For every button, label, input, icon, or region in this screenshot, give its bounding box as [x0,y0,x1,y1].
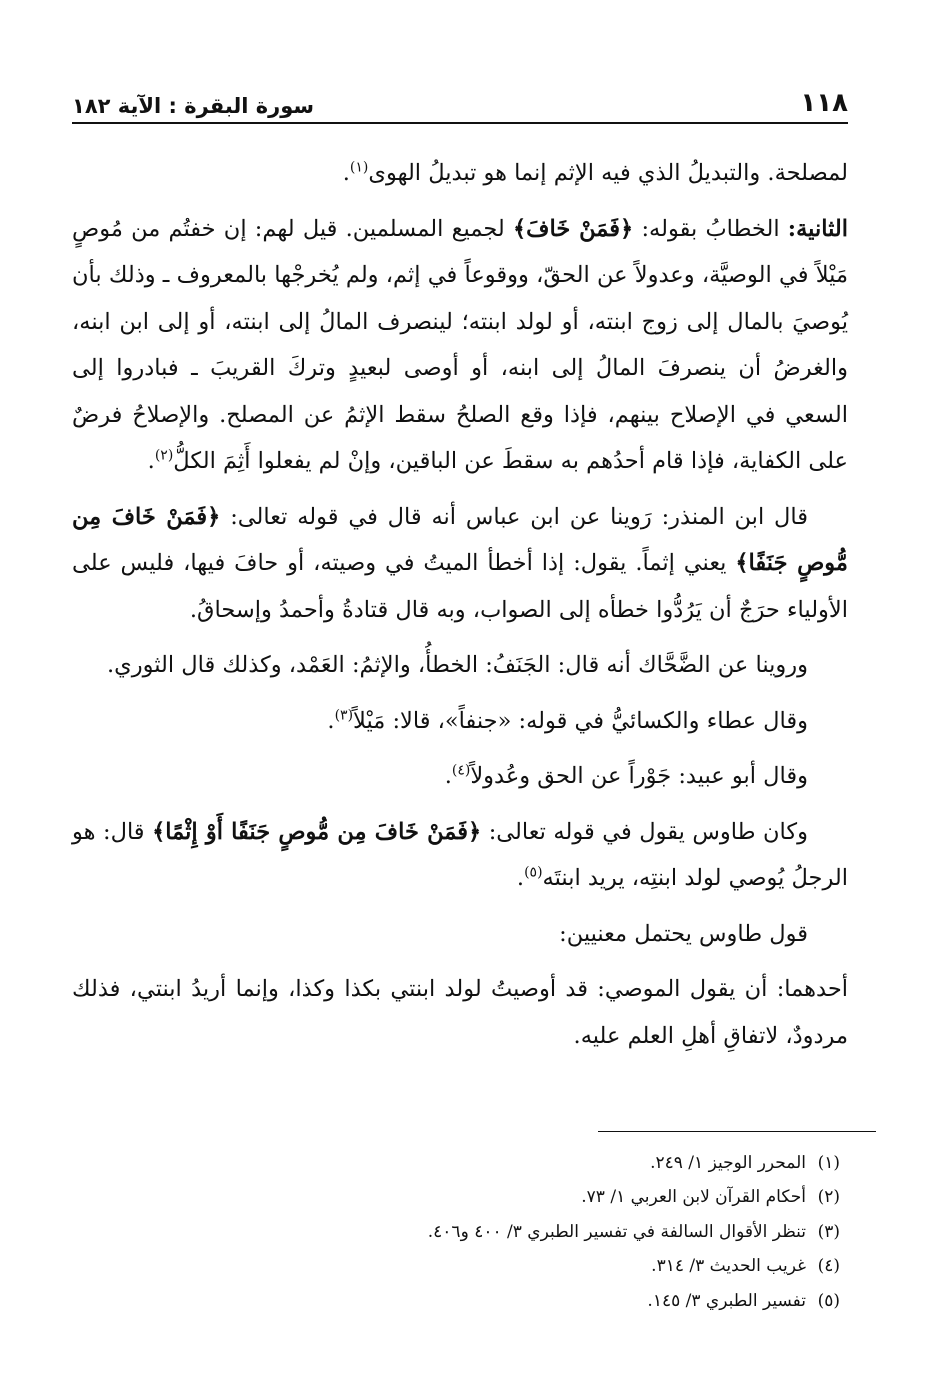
footnote-number: (٣) [817,1221,840,1242]
page-number: ١١٨ [800,88,848,118]
quran-verse-1: ﴿فَمَنْ خَافَ﴾ [512,215,634,242]
footnote-text: تفسير الطبري ٣/ ١٤٥. [647,1290,806,1311]
paragraph-5-text: وقال عطاء والكسائيُّ في قوله: «جنفاً»، قالا: مَيْلاً [353,707,808,734]
paragraph-4: وروينا عن الضَّحَّاك أنه قال: الجَنَفُ: الخطأُ، والإثمُ: العَمْد، وكذلك قال الثوري. [106,652,808,678]
footnote-item [72,1146,840,1180]
paragraph-5 [72,698,848,745]
footnote-number: (٥) [817,1290,840,1311]
footnote-item [72,1284,840,1318]
paragraph-6 [72,753,848,800]
main-text [72,150,848,1068]
paragraph-2-lead: الثانية: [787,215,848,242]
footnote-number: (١) [817,1153,840,1173]
quran-verse-3: ﴿فَمَنْ خَافَ مِن مُّوصٍ جَنَفًا أَوْ إِثْمًا﴾ [152,818,482,845]
footnote-item [72,1180,840,1214]
footnote-ref-5: (٥) [524,864,543,881]
paragraph-2-end: . [147,448,155,474]
page-header [72,78,848,118]
footnote-number: (٢) [817,1187,840,1208]
paragraph-2-text-b: لجميع المسلمين. قيل لهم: إن خفتُم من مُوصٍ مَيْلاً في الوصيَّة، وعدولاً عن الحقّ، ووقوعاً في إثم، ولم يُخرجْها بالمعروف ـ وذلك بأن يُوصيَ بالمال إلى زوج ابنته، أو لولد ابنته؛ لينصرف المالُ إلى ابنته، أو إلى ابن ابنه، والغرضُ أن ينصرفَ المالُ إلى ابنه، أو أوصى لبعيدٍ وتركَ القريبَ ـ فبادروا إلى السعي في الإصلاح بينهم، فإذا وقع الصلحُ سقط الإثمُ عن المصلح. والإصلاحُ فرضٌ على الكفاية، فإذا قام أحدُهم به سقطَ عن الباقين، وإنْ لم يفعلوا أَثِمَ الكلُّ [72,215,848,474]
paragraph-5-end: . [327,707,335,734]
paragraph-9: أحدهما: أن يقول الموصي: قد أوصيتُ لولد ابنتي بكذا وكذا، وإنما أريدُ ابنتي، فذلك مردودٌ، لاتفاقِ أهلِ العلم عليه. [72,976,848,1049]
footnote-text: غريب الحديث ٣/ ٣١٤. [651,1256,806,1277]
paragraph-7-end: . [516,865,525,891]
footnote-ref-4: (٤) [451,762,471,779]
header-rule [72,122,848,124]
footnote-item [72,1249,840,1283]
footnote-ref-2: (٢) [154,447,174,464]
footnote-number: (٤) [817,1256,840,1277]
paragraph-3-text-a: قال ابن المنذر: رَوينا عن ابن عباس أنه قال في قوله تعالى: [220,503,808,530]
paragraph-3-text-b: يعني إثماً. يقول: إذا أخطأ الميتُ في وصيته، أو حافَ فيها، فليس على الأولياء حرَجٌ أن يَرُدُّوا خطأه إلى الصواب، وبه قال قتادةُ وأحمدُ وإسحاقُ. [72,550,848,623]
paragraph-1-text: لمصلحة. والتبديلُ الذي فيه الإثم إنما هو تبديلُ الهوى [368,160,848,186]
paragraph-3 [72,494,848,634]
footnotes-list [72,1146,840,1318]
paragraph-6-end: . [444,763,452,789]
paragraph-7-text-a: وكان طاوس يقول في قوله تعالى: [481,818,808,845]
paragraph-6-text: وقال أبو عبيد: جَوْراً عن الحق وعُدولاً [470,763,808,789]
footnote-item [72,1215,840,1249]
paragraph-7-text-b: قال: هو الرجلُ يُوصي لولد ابنتِه، يريد ابنتَه [72,818,848,891]
quran-verse-2: ﴿فَمَنْ خَافَ مِن مُّوصٍ جَنَفًا﴾ [72,503,848,576]
paragraph-2 [72,206,848,485]
footnote-ref-1: (١) [349,159,369,176]
paragraph-8: قول طاوس يحتمل معنيين: [559,920,808,947]
paragraph-2-text-a: الخطابُ بقوله: [633,215,788,242]
footnote-text: المحرر الوجيز ١/ ٢٤٩. [650,1153,806,1173]
paragraph-7 [72,809,848,902]
running-title: سورة البقرة : الآية ١٨٢ [72,94,315,118]
footnote-text: أحكام القرآن لابن العربي ١/ ٧٣. [581,1187,806,1208]
paragraph-1-end: . [342,160,350,186]
footnote-ref-3: (٣) [334,707,354,723]
paragraph-1 [72,150,848,197]
footnote-text: تنظر الأقوال السالفة في تفسير الطبري ٣/ ٤٠٠ و٤٠٦. [427,1221,806,1242]
footnote-separator [598,1131,876,1132]
